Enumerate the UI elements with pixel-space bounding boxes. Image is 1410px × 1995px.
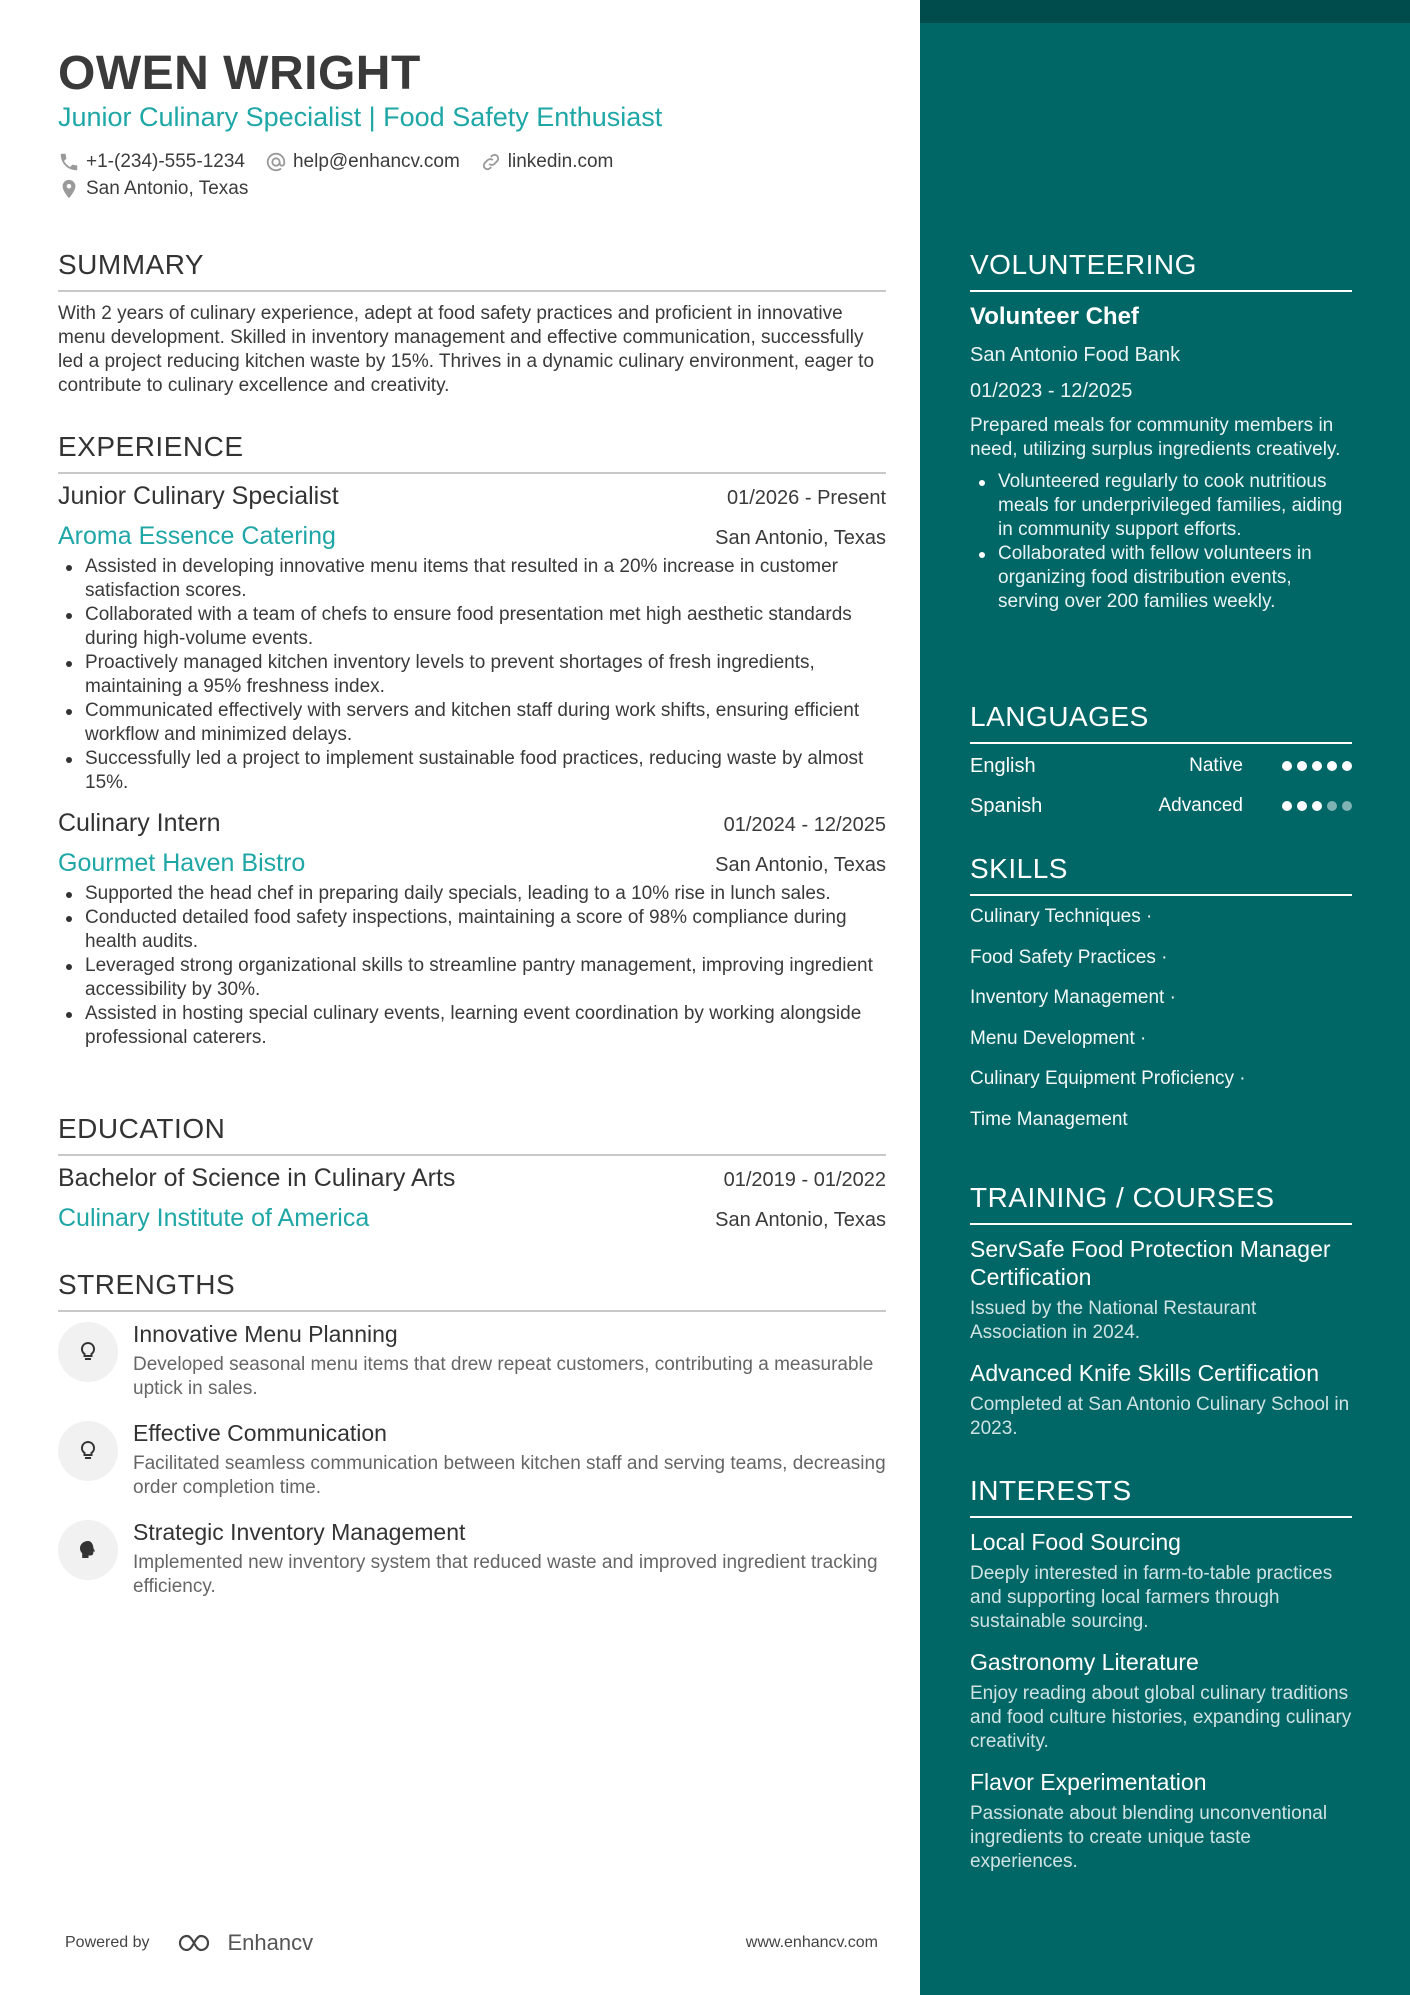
- volunteer-bullets: [970, 470, 1352, 614]
- experience-section: [58, 430, 886, 1050]
- job-entry: [58, 807, 886, 1050]
- skill-item: Inventory Management ·: [970, 987, 1176, 1009]
- skill-item: Menu Development ·: [970, 1027, 1147, 1049]
- phone-contact[interactable]: [58, 148, 245, 175]
- job-dates: 01/2026 - Present: [727, 487, 886, 509]
- language-row: [970, 746, 1352, 786]
- job-entry: [58, 480, 886, 795]
- volunteer-description: Prepared meals for community members in need, utilizing surplus ingredients creatively.: [970, 415, 1341, 460]
- enhancv-logo[interactable]: [176, 1930, 314, 1956]
- language-name: Spanish: [970, 794, 1043, 817]
- strength-description: Facilitated seamless communication between kitchen staff and serving teams, decreasing order completion time.: [133, 1453, 886, 1498]
- rating-dot: [1297, 801, 1307, 811]
- volunteer-role: Volunteer Chef: [970, 303, 1139, 330]
- skill-item: Food Safety Practices ·: [970, 946, 1168, 968]
- lightbulb-icon: [58, 1322, 118, 1382]
- job-bullet: Successfully led a project to implement sustainable food practices, reducing waste by almost 15%.: [58, 747, 886, 795]
- phone-text: +1-(234)-555-1234: [86, 151, 245, 172]
- main-column: [58, 0, 886, 1995]
- strength-title: Innovative Menu Planning: [133, 1321, 398, 1347]
- company-name: Aroma Essence Catering: [58, 522, 336, 550]
- website-link[interactable]: www.enhancv.com: [745, 1934, 878, 1951]
- job-bullet: Supported the head chef in preparing daily specials, leading to a 10% rise in lunch sales.: [58, 882, 886, 906]
- brand-name: Enhancv: [227, 1930, 314, 1955]
- contact-info: [58, 148, 633, 202]
- linkedin-text: linkedin.com: [507, 151, 614, 172]
- location-pin-icon: [58, 178, 80, 200]
- volunteering-section: [970, 248, 1352, 614]
- interest-description: Passionate about blending unconventional ingredients to create unique taste experiences.: [970, 1803, 1328, 1872]
- rating-dot: [1282, 801, 1292, 811]
- skill-item: Time Management: [970, 1108, 1128, 1130]
- training-item-description: Completed at San Antonio Culinary School in 2023.: [970, 1394, 1350, 1439]
- rating-dot: [1312, 801, 1322, 811]
- interests-section: [970, 1474, 1352, 1874]
- interest-title: Gastronomy Literature: [970, 1649, 1199, 1675]
- rating-dot: [1282, 761, 1292, 771]
- strength-description: Implemented new inventory system that reduced waste and improved ingredient tracking efficiency.: [133, 1552, 878, 1597]
- volunteer-org: San Antonio Food Bank: [970, 344, 1181, 366]
- languages-section: [970, 700, 1352, 826]
- strengths-section: [58, 1268, 886, 1599]
- job-bullet: Leveraged strong organizational skills to streamline pantry management, improving ingredient accessibility by 30%.: [58, 954, 886, 1002]
- brain-icon: [58, 1520, 118, 1580]
- summary-section: [58, 248, 886, 398]
- experience-title: EXPERIENCE: [58, 430, 886, 474]
- education-dates: 01/2019 - 01/2022: [723, 1169, 886, 1191]
- skill-item: Culinary Equipment Proficiency ·: [970, 1068, 1246, 1090]
- job-bullet: Assisted in hosting special culinary events, learning event coordination by working alongside professional caterers.: [58, 1002, 886, 1050]
- summary-title: SUMMARY: [58, 248, 886, 292]
- education-section: [58, 1112, 886, 1234]
- volunteer-bullet: Collaborated with fellow volunteers in organizing food distribution events, serving over 200 families weekly.: [970, 542, 1352, 614]
- job-bullet: Assisted in developing innovative menu items that resulted in a 20% increase in customer satisfaction scores.: [58, 555, 886, 603]
- company-name: Gourmet Haven Bistro: [58, 849, 306, 877]
- training-section: [970, 1181, 1352, 1441]
- rating-dot: [1342, 761, 1352, 771]
- strength-title: Strategic Inventory Management: [133, 1519, 466, 1545]
- school-name: Culinary Institute of America: [58, 1204, 370, 1232]
- language-name: English: [970, 754, 1036, 777]
- language-rating: [1277, 801, 1352, 811]
- job-dates: 01/2024 - 12/2025: [723, 814, 886, 836]
- sidebar-top-band: [920, 0, 1410, 23]
- job-bullet: Collaborated with a team of chefs to ensure food presentation met high aesthetic standards during high-volume events.: [58, 603, 886, 651]
- languages-title: LANGUAGES: [970, 700, 1352, 744]
- at-icon: [265, 151, 287, 173]
- footer: [58, 1928, 886, 1958]
- strength-item: [58, 1318, 886, 1401]
- phone-icon: [58, 151, 80, 173]
- volunteer-bullet: Volunteered regularly to cook nutritious meals for underprivileged families, aiding in community support efforts.: [970, 470, 1352, 542]
- language-level: Native: [1189, 755, 1243, 776]
- email-text: help@enhancv.com: [292, 151, 460, 172]
- job-location: San Antonio, Texas: [715, 527, 886, 549]
- job-bullet: Conducted detailed food safety inspections, maintaining a score of 98% compliance during health audits.: [58, 906, 886, 954]
- interest-title: Flavor Experimentation: [970, 1769, 1207, 1795]
- interest-title: Local Food Sourcing: [970, 1529, 1181, 1555]
- skills-title: SKILLS: [970, 852, 1352, 896]
- interest-description: Enjoy reading about global culinary traditions and food culture histories, expanding culinary creativity.: [970, 1683, 1352, 1752]
- degree: Bachelor of Science in Culinary Arts: [58, 1164, 456, 1192]
- rating-dot: [1327, 801, 1337, 811]
- interests-title: INTERESTS: [970, 1474, 1352, 1518]
- strength-description: Developed seasonal menu items that drew repeat customers, contributing a measurable uptick in sales.: [133, 1354, 874, 1399]
- infinity-logo-icon: [176, 1931, 222, 1955]
- link-icon: [480, 151, 502, 173]
- skill-item: Culinary Techniques ·: [970, 906, 1153, 928]
- job-bullet: Communicated effectively with servers and kitchen staff during work shifts, ensuring efficient workflow and minimized delays.: [58, 699, 886, 747]
- education-title: EDUCATION: [58, 1112, 886, 1156]
- location-contact: [58, 175, 248, 202]
- job-bullets: [58, 882, 886, 1050]
- volunteering-title: VOLUNTEERING: [970, 248, 1352, 292]
- summary-text: With 2 years of culinary experience, adept at food safety practices and proficient in innovative menu development. Skilled in inventory management and effective communication, successfully led a project reducing kitchen waste by 15%. Thrives in a dynamic culinary environment, eager to contribute to culinary excellence and creativity.: [58, 303, 875, 396]
- training-item-description: Issued by the National Restaurant Association in 2024.: [970, 1298, 1257, 1343]
- rating-dot: [1297, 761, 1307, 771]
- strength-item: [58, 1417, 886, 1500]
- language-level: Advanced: [1158, 795, 1243, 816]
- job-title: Culinary Intern: [58, 809, 221, 837]
- rating-dot: [1312, 761, 1322, 771]
- powered-by-label: Powered by: [65, 1934, 150, 1951]
- training-item-title: Advanced Knife Skills Certification: [970, 1360, 1319, 1386]
- location-text: San Antonio, Texas: [86, 178, 249, 199]
- candidate-subtitle: Junior Culinary Specialist | Food Safety Enthusiast: [58, 102, 663, 132]
- job-title: Junior Culinary Specialist: [58, 482, 339, 510]
- lightbulb-icon: [58, 1421, 118, 1481]
- language-rating: [1277, 761, 1352, 771]
- language-row: [970, 786, 1352, 826]
- rating-dot: [1327, 761, 1337, 771]
- strengths-title: STRENGTHS: [58, 1268, 886, 1312]
- job-location: San Antonio, Texas: [715, 854, 886, 876]
- rating-dot: [1342, 801, 1352, 811]
- job-bullets: [58, 555, 886, 795]
- sidebar: [920, 0, 1410, 1995]
- candidate-name: OWEN WRIGHT: [58, 47, 421, 100]
- email-contact[interactable]: [265, 148, 460, 175]
- linkedin-contact[interactable]: [480, 148, 614, 175]
- skills-section: [970, 852, 1352, 1140]
- strength-title: Effective Communication: [133, 1420, 387, 1446]
- training-item-title: ServSafe Food Protection Manager Certification: [970, 1236, 1331, 1290]
- training-title: TRAINING / COURSES: [970, 1181, 1352, 1225]
- volunteer-dates: 01/2023 - 12/2025: [970, 380, 1133, 402]
- education-location: San Antonio, Texas: [715, 1209, 886, 1231]
- interest-description: Deeply interested in farm-to-table practices and supporting local farmers through sustainable sourcing.: [970, 1563, 1333, 1632]
- job-bullet: Proactively managed kitchen inventory levels to prevent shortages of fresh ingredients, maintaining a 95% freshness index.: [58, 651, 886, 699]
- strength-item: [58, 1516, 886, 1599]
